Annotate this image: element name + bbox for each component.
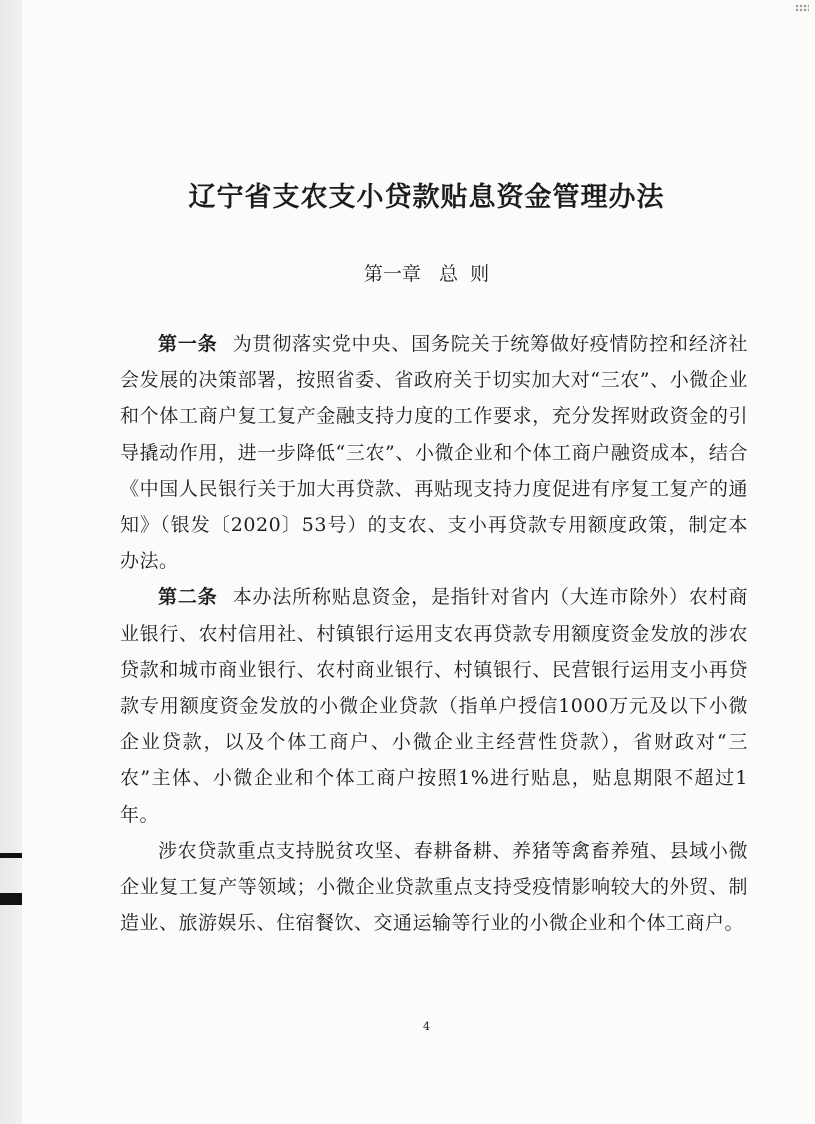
body-paragraph: 涉农贷款重点支持脱贫攻坚、春耕备耕、养猪等禽畜养殖、县域小微企业复工复产等领域；小微企业贷款重点支持受疫情影响较大的外贸、制造业、旅游娱乐、住宿餐饮、交通运输等行业的小微企业和个体工商户。 xyxy=(120,839,748,935)
document-title: 辽宁省支农支小贷款贴息资金管理办法 xyxy=(188,182,665,213)
page-number: 4 xyxy=(423,1020,430,1033)
scan-edge-mark xyxy=(0,853,22,858)
article-number: 第二条 xyxy=(158,586,218,609)
scan-edge xyxy=(0,0,22,1124)
article-text: 本办法所称贴息资金，是指针对省内（大连市除外）农村商业银行、农村信用社、村镇银行运用支农再贷款专用额度资金发放的涉农贷款和城市商业银行、农村商业银行、村镇银行、民营银行运用支小再贷款专用额度资金发放的小微企业贷款（指单户授信1000万元及以下小微企业贷款，以及个体工商户、小微企业主经营性贷款），省财政对“三农”主体、小微企业和个体工商户按照1%进行贴息，贴息期限不超过1年。 xyxy=(120,586,748,826)
article-text: 为贯彻落实党中央、国务院关于统筹做好疫情防控和经济社会发展的决策部署，按照省委、省政府关于切实加大对“三农”、小微企业和个体工商户复工复产金融支持力度的工作要求，充分发挥财政资金的引导撬动作用，进一步降低“三农”、小微企业和个体工商户融资成本，结合《中国人民银行关于加大再贷款、再贴现支持力度促进有序复工复产的通知》（银发〔2020〕53号）的支农、支小再贷款专用额度政策，制定本办法。 xyxy=(120,333,748,573)
scan-corner-dots xyxy=(795,4,809,12)
document-body xyxy=(120,326,748,941)
chapter-heading: 第一章 总 则 xyxy=(363,263,490,285)
article-paragraph xyxy=(120,326,748,579)
article-paragraph xyxy=(120,579,748,832)
scan-edge-mark xyxy=(0,893,22,905)
article-number: 第一条 xyxy=(158,333,218,355)
